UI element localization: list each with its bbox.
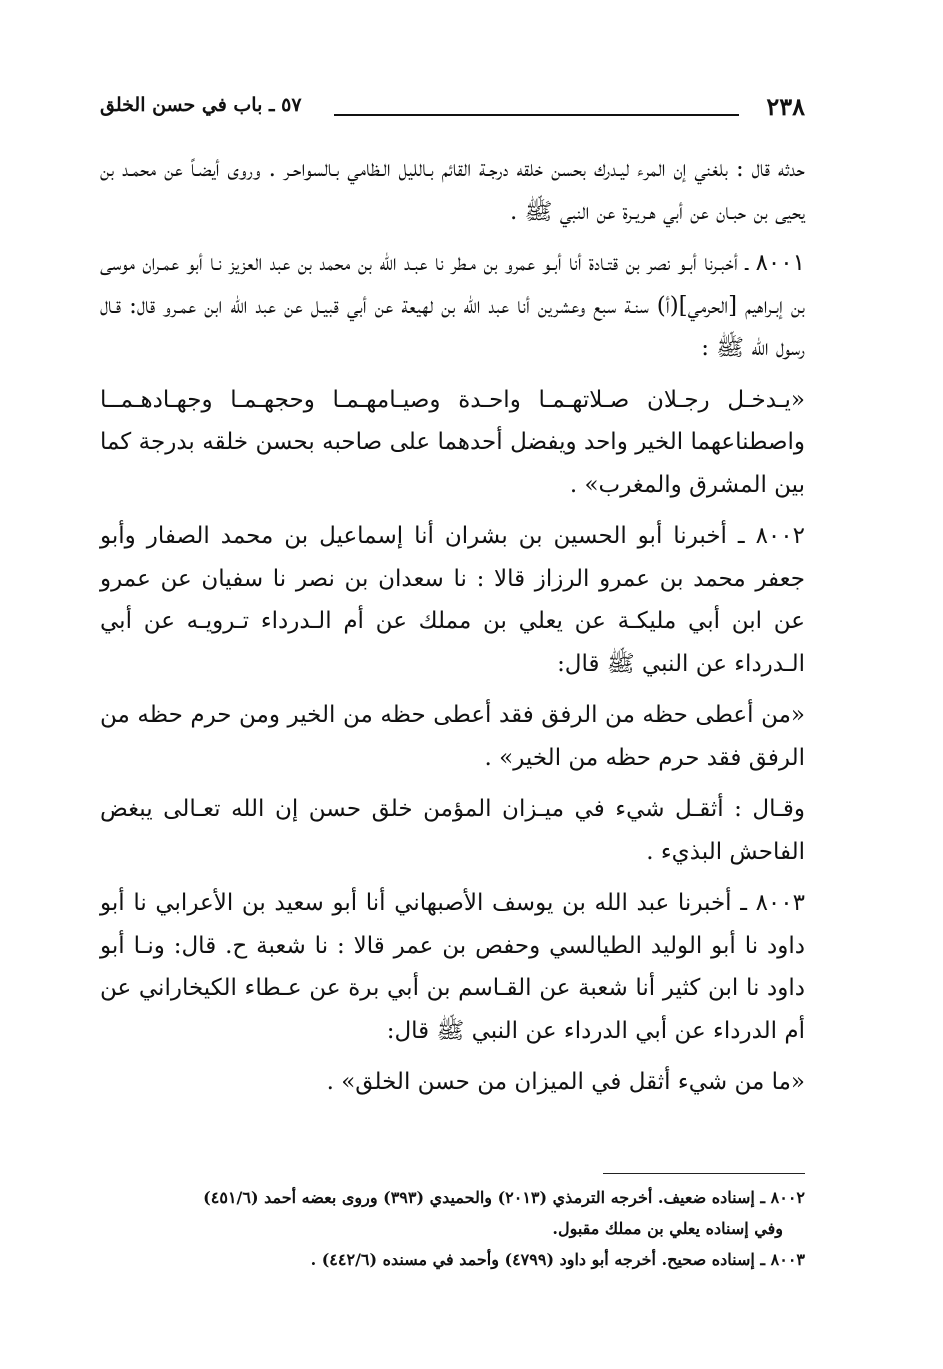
footnote-8002-continued: وفي إسناده يعلي بن مملك مقبول.: [552, 1219, 783, 1238]
paragraph-hadith-8002: ٨٠٠٢ ـ أخبرنا أبو الحسين بن بشران أنا إسماعيل بن محمد الصفار وأبو جعفر محمد بن عمرو الرزاز قالا : نا سعدان بن نصر نا سفيان عن عمرو عن ابن أبي مليكـة عن يعلي بن مملك عن أم الـدرداء تـرويـه عن أبي الـدرداء عن النبي ﷺ قال:: [100, 523, 805, 677]
paragraph-matn-8002: «من أعطى حظه من الرفق فقد أعطى حظه من الخير ومن حرم حظه من الرفق فقد حرم حظه من الخير» .: [100, 702, 805, 771]
header-rule: [334, 114, 739, 116]
main-text: [100, 148, 805, 1113]
paragraph-matn-8001: «يـدخـل رجـلان صـلاتهـمـا واحـدة وصيـامهـمـا وحجهـمـا وجهـادهـمــا واصطناعهما الخير واحد ويفضل أحدهما على صاحبه بحسن خلقه بدرجة كما بين المشرق والمغرب» .: [100, 386, 805, 498]
running-header: [100, 92, 805, 126]
paragraph-hadith-8003: ٨٠٠٣ ـ أخبرنا عبد الله بن يوسف الأصبهاني أنا أبو سعيد بن الأعرابي نا أبو داود نا أبو الوليد الطيالسي وحفص بن عمر قالا : نا شعبة ح. قال: ونـا أبو داود نا ابن كثير أنا شعبة عن القـاسم بن أبي برة عن عـطاء الكيخاراني عن أم الدرداء عن أبي الدرداء عن النبي ﷺ قال:: [100, 890, 805, 1044]
paragraph-hadith-8001: ٨٠٠١ ـ أخبـرنا أبـو نصر بن قتـادة أنا أبـو عمرو بن مـطر نا عبـد الله بن محمد بن عبد العزيز نـا أبو عمـران موسى بن إبـراهيم [الحرمي](أ) سنـة سبع وعشرين أنا عبد الله بن لهيعة عن أبي قبيـل عن عبد الله ابن عمـرو قال: قـال رسول الله ﷺ :: [100, 250, 805, 361]
paragraph-qala: وقـال : أثقـل شيء في ميـزان المؤمن خلق حسن إن الله تعـالى يبغض الفاحش البذيء .: [100, 796, 805, 865]
paragraph-matn-8003: «ما من شيء أثقل في الميزان من حسن الخلق» .: [326, 1069, 805, 1095]
footnote-rule: [603, 1173, 805, 1174]
footnote-8002: ٨٠٠٢ ـ إسناده ضعيف. أخرجه الترمذي (٢٠١٣) والحميدي (٣٩٣) وروى بعضه أحمد (٤٥١/٦): [203, 1188, 805, 1207]
paragraph-continuation: حدثه قال : بلغني إن المرء ليـدرك بحسن خلقه درجـة القائم بـالليل الـظامي بـالسواحـر . وروى أيضـاً عن محمـد بن يحيى بن حبـان عن أبي هـريـرة عن النبي ﷺ .: [100, 156, 805, 225]
footnotes: [100, 1182, 805, 1275]
page-number: ٢٣٨: [766, 92, 805, 121]
chapter-title: ٥٧ ـ باب في حسن الخلق: [100, 94, 302, 116]
footnote-8003: ٨٠٠٣ ـ إسناده صحيح. أخرجه أبو داود (٤٧٩٩) وأحمد في مسنده (٤٤٢/٦) .: [310, 1250, 805, 1269]
